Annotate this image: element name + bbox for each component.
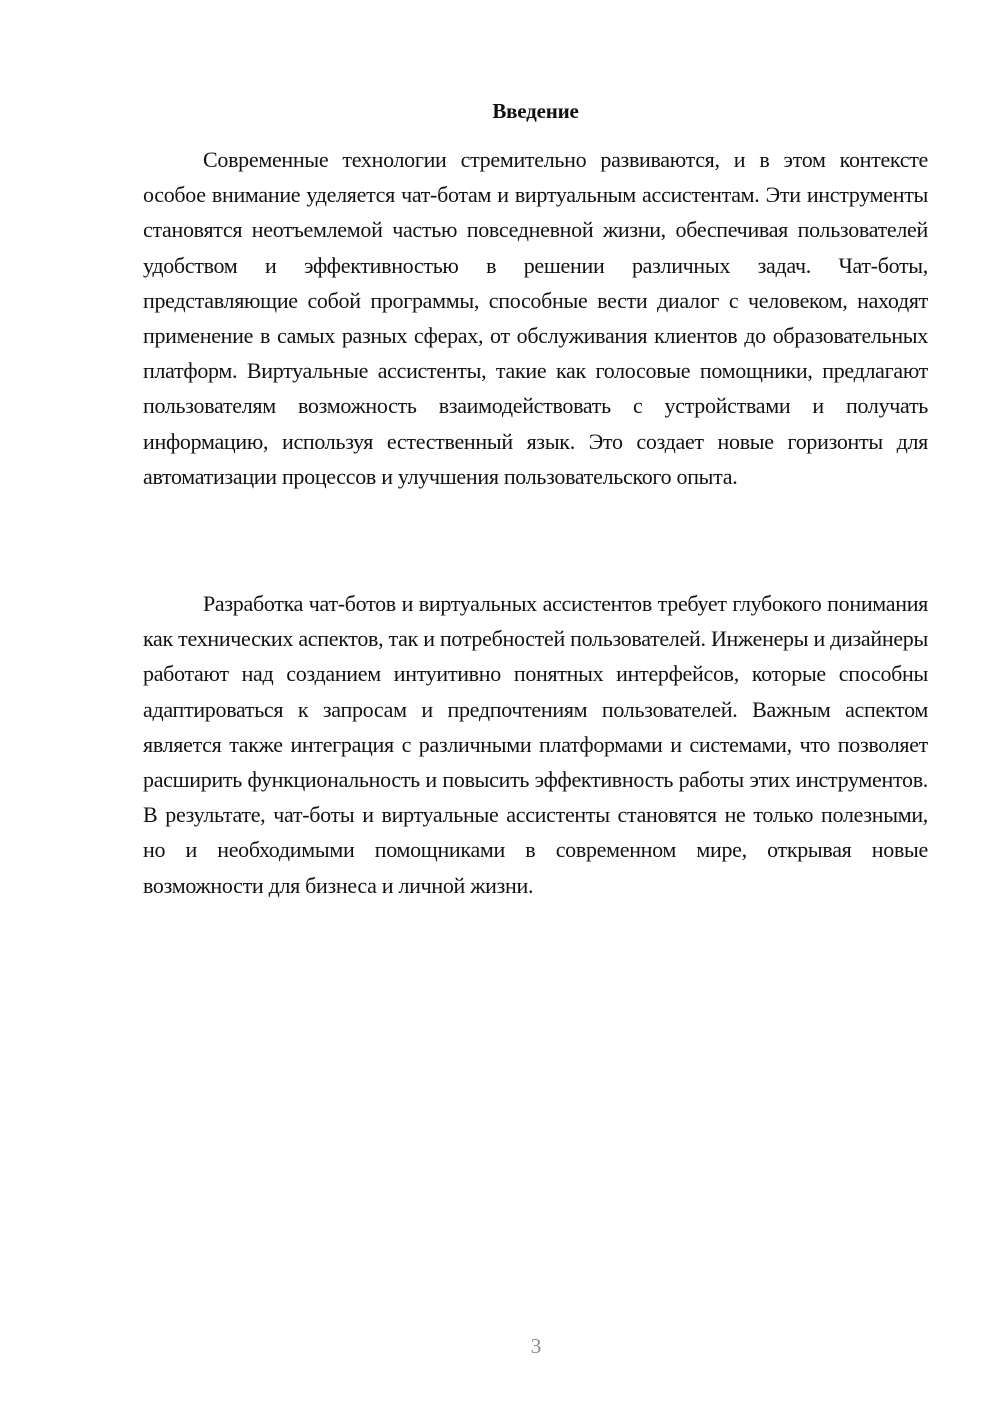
paragraph-1: Современные технологии стремительно развиваются, и в этом контексте особое внимание уделяется чат-ботам и виртуальным ассистентам. Эти инструменты становятся неотъемлемой частью повседневной жизни, обеспечивая пользователей удобством и эффективностью в решении различных задач. Чат-боты, представляющие собой программы, способные вести диалог с человеком, находят применение в самых разных сферах, от обслуживания клиентов до образовательных платформ. Виртуальные ассистенты, такие как голосовые помощники, предлагают пользователям возможность взаимодействовать с устройствами и получать информацию, используя естественный язык. Это создает новые горизонты для автоматизации процессов и улучшения пользовательского опыта. xyxy=(143,147,928,489)
page-number: 3 xyxy=(530,1334,542,1358)
paragraph-2: Разработка чат-ботов и виртуальных ассистентов требует глубокого понимания как технических аспектов, так и потребностей пользователей. Инженеры и дизайнеры работают над созданием интуитивно понятных интерфейсов, которые способны адаптироваться к запросам и предпочтениям пользователей. Важным аспектом является также интеграция с различными платформами и системами, что позволяет расширить функциональность и повысить эффективность работы этих инструментов. В результате, чат-боты и виртуальные ассистенты становятся не только полезными, но и необходимыми помощниками в современном мире, открывая новые возможности для бизнеса и личной жизни. xyxy=(143,591,928,898)
section-title: Введение xyxy=(492,99,579,123)
